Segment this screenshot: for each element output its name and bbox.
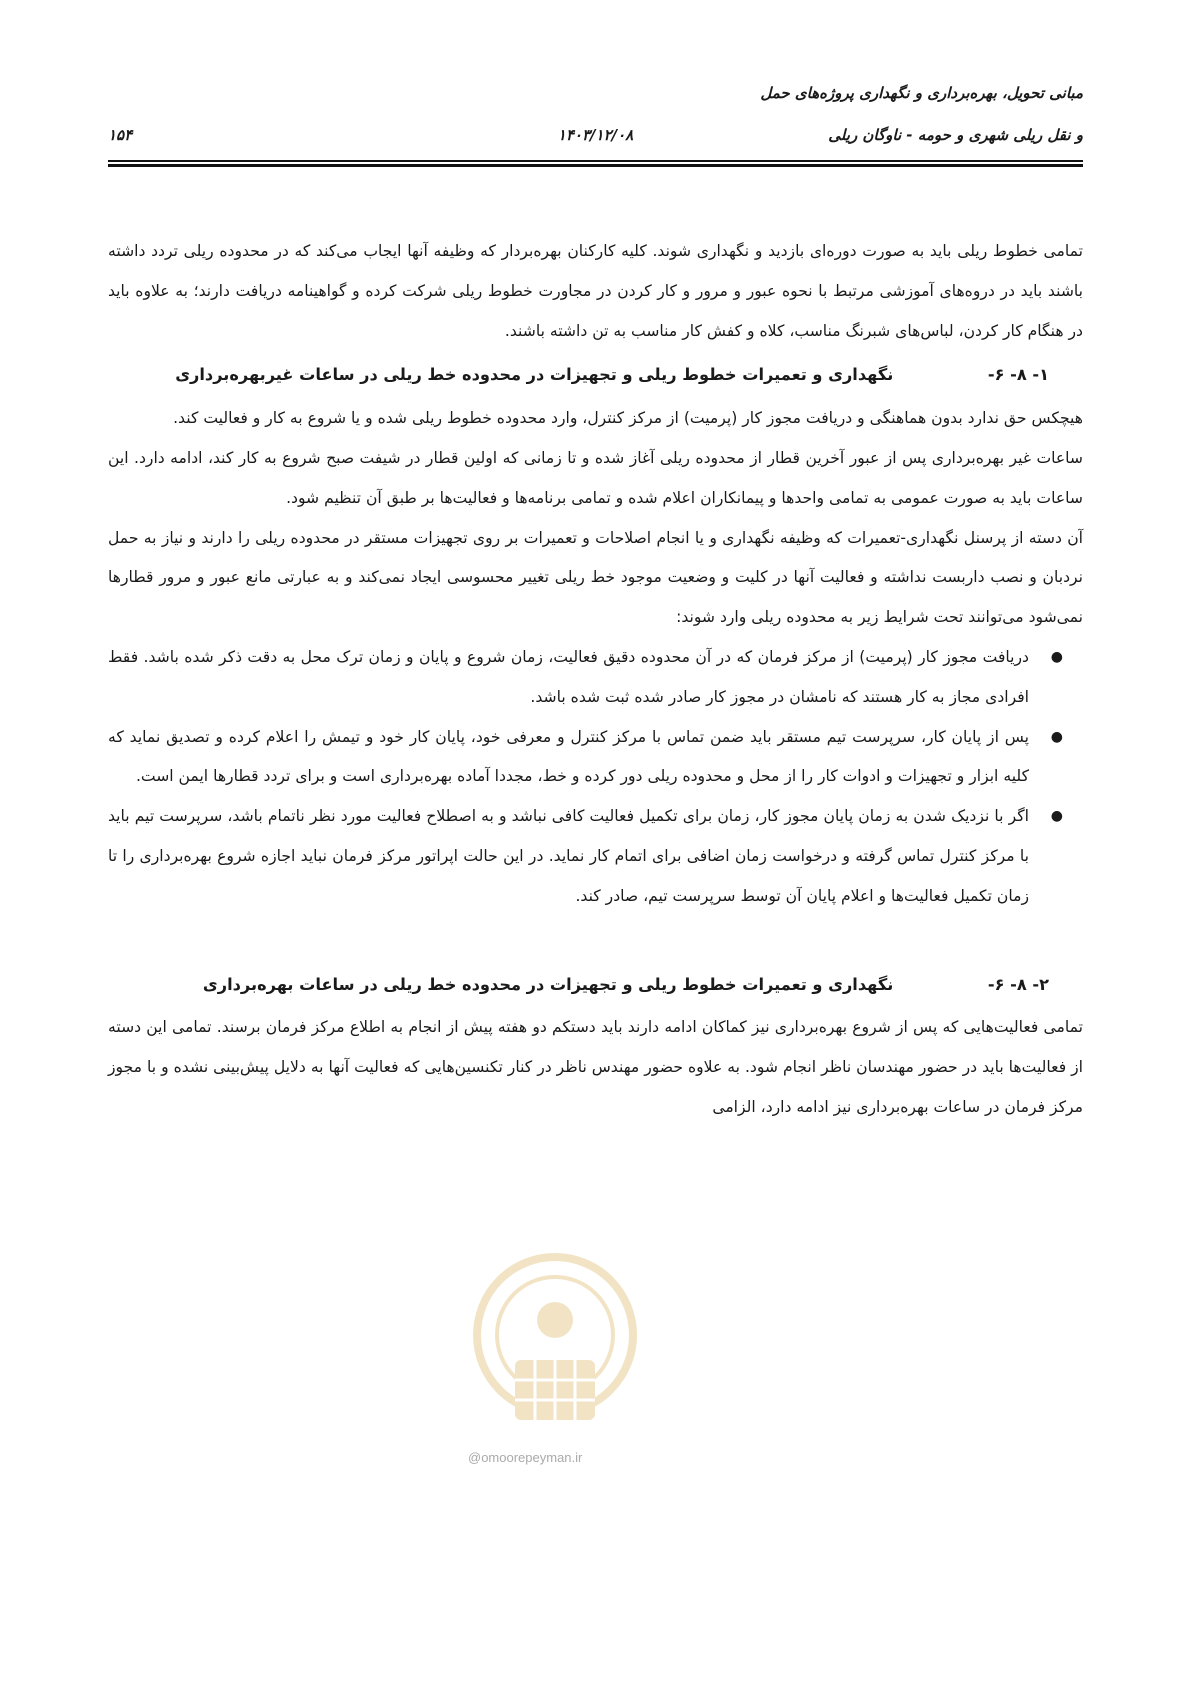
section1-bullet-list [108,638,1083,917]
page-header [108,78,1083,168]
bullet-dot-icon: ● [1050,808,1063,825]
bullet-item [108,638,1083,718]
section2-heading [108,965,1083,1005]
bullet-text: اگر با نزدیک شدن به زمان پایان مجوز کار، زمان برای تکمیل فعالیت کافی نباشد و به اصطلاح فعالیت مورد نظر ناتمام باشد، سرپرست تیم باید با مرکز کنترل تماس گرفته و درخواست زمان اضافی برای اتمام کار نماید. در این حالت اپراتور مرکز فرمان نباید اجازه شروع بهره‌برداری را تا زمان تکمیل فعالیت‌ها و اعلام پایان آن توسط سرپرست تیم، صادر کند. [108,807,1029,905]
section1-paragraph: ساعات غیر بهره‌برداری پس از عبور آخرین قطار از محدوده ریلی آغاز شده و تا زمانی که اولین قطار در شیفت صبح شروع به کار کند، ادامه دارد. این ساعات باید به صورت عمومی به تمامی واحدها و پیمانکاران اعلام شده و تمامی برنامه‌ها و فعالیت‌ها بر طبق آن تنظیم شود. [108,448,1083,507]
page-number: ۱۵۴ [108,126,133,144]
section2-number: -۶ -۸ -۲ [987,974,1049,994]
bullet-item [108,797,1083,916]
bullet-text: پس از پایان کار، سرپرست تیم مستقر باید ضمن تماس با مرکز کنترل و معرفی خود، پایان کار خود و تیمش را اعلام کرده و تصدیق نماید که کلیه ابزار و تجهیزات و ادوات کار را از محل و محدوده ریلی دور کرده و خط، مجددا آماده بهره‌برداری است و برای تردد قطارها ایمن است. [108,727,1029,786]
header-title-line1: مبانی تحویل، بهره‌برداری و نگهداری پروژه‌های حمل [760,84,1083,102]
watermark-logo-icon [455,1240,655,1470]
bullet-dot-icon: ● [1050,648,1063,665]
section1-paragraph: آن دسته از پرسنل نگهداری-تعمیرات که وظیفه نگهداری و یا انجام اصلاحات و تعمیرات بر روی تجهیزات مستقر در محدوده ریلی را دارند و نیاز به حمل نردبان و نصب داربست نداشته و فعالیت آنها در کلیت و وضعیت موجود خط ریلی تغییر محسوسی ایجاد نمی‌کند و به عبارتی مانع عبور و مرور قطارها نمی‌شود می‌توانند تحت شرایط زیر به محدوده ریلی وارد شوند: [108,528,1083,627]
watermark-url: @omoorepeyman.ir [468,1450,583,1465]
section2-paragraph: تمامی فعالیت‌هایی که پس از شروع بهره‌برداری نیز کماکان ادامه دارند باید دستکم دو هفته پیش از انجام به اطلاع مرکز فرمان برسند. تمامی این دسته از فعالیت‌ها باید در حضور مهندسان ناظر انجام شود. به علاوه حضور مهندس ناظر در کنار تکنسین‌هایی که فعالیت آنها به دلایل پیش‌بینی نشده و با مجوز مرکز فرمان در ساعات بهره‌برداری نیز ادامه دارد، الزامی [108,1018,1083,1116]
section1-paragraph: هیچکس حق ندارد بدون هماهنگی و دریافت مجوز کار (پرمیت) از مرکز کنترل، وارد محدوده خطوط ریلی شده و یا شروع به کار و فعالیت کند. [173,409,1083,428]
bullet-text: دریافت مجوز کار (پرمیت) از مرکز فرمان که در آن محدوده دقیق فعالیت، زمان شروع و پایان و زمان ترک محل به دقت ذکر شده باشد. فقط افرادی مجاز به کار هستند که نامشان در مجوز کار صادر شده ثبت شده باشد. [108,647,1029,706]
header-rule-thick [108,164,1083,167]
section1-number: -۶ -۸ -۱ [987,365,1049,385]
section2-title: نگهداری و تعمیرات خطوط ریلی و تجهیزات در محدوده خط ریلی در ساعات بهره‌برداری [202,974,894,994]
header-title-line2: و نقل ریلی شهری و حومه - ناوگان ریلی [828,126,1083,144]
bullet-item [108,718,1083,798]
section1-title: نگهداری و تعمیرات خطوط ریلی و تجهیزات در محدوده خط ریلی در ساعات غیربهره‌برداری [175,365,894,385]
section1-heading [108,355,1083,395]
bullet-dot-icon: ● [1050,728,1063,745]
page-content [108,232,1083,1128]
header-rule-thin [108,160,1083,162]
header-date: ۱۴۰۳/۱۲/۰۸ [557,126,634,144]
section-spacer [108,917,1083,961]
intro-paragraph: تمامی خطوط ریلی باید به صورت دوره‌ای بازدید و نگهداری شوند. کلیه کارکنان بهره‌بردار که وظیفه آنها ایجاب می‌کند که در محدوده ریلی تردد داشته باشند باید در دروه‌های آموزشی مرتبط با نحوه عبور و مرور و کار کردن در مجاورت خطوط ریلی شرکت کرده و گواهینامه دریافت دارند؛ به علاوه باید در هنگام کار کردن، لباس‌های شبرنگ مناسب، کلاه و کفش کار مناسب به تن داشته باشند. [108,242,1083,340]
